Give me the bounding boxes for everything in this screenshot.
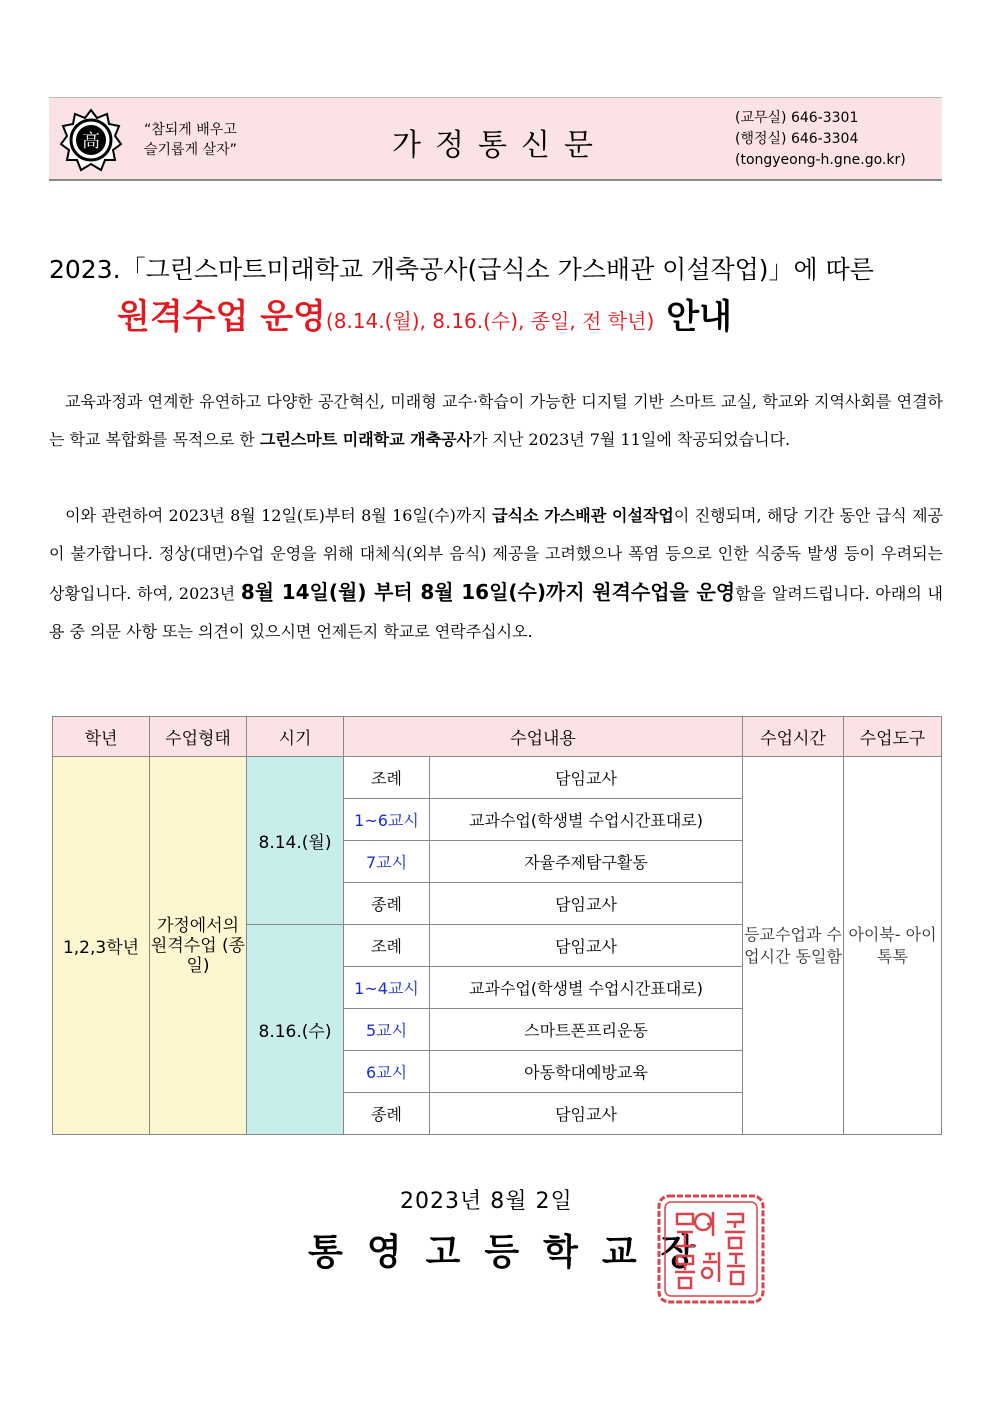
- contact-info: [735, 108, 906, 171]
- content-cell: 자율주제탐구활동: [430, 841, 743, 883]
- title-highlight: 원격수업 운영: [117, 297, 326, 337]
- period-cell: 1~4교시: [344, 967, 430, 1009]
- paragraph-emphasis: 8월 14일(월) 부터 8월 16일(수)까지 원격수업을 운영: [240, 580, 736, 604]
- paragraph-text: 교육과정과 연계한 유연하고 다양한 공간혁신, 미래형 교수·학습이 가능한 디지털 기반 스마트 교실, 학교와 지역사회를 연결하는 학교 복합화를 목적으로 한: [49, 392, 943, 449]
- period-cell: 조례: [344, 925, 430, 967]
- period-cell: 6교시: [344, 1051, 430, 1093]
- document-title-line2: [117, 289, 732, 338]
- title-end: 안내: [666, 297, 732, 337]
- column-header: 학년: [53, 717, 150, 757]
- period-cell: 조례: [344, 757, 430, 799]
- grade-cell: 1,2,3학년: [53, 757, 150, 1135]
- content-cell: 교과수업(학생별 수업시간표대로): [430, 967, 743, 1009]
- class-time-cell: 등교수업과 수업시간 동일함: [743, 757, 844, 1135]
- content-cell: 담임교사: [430, 883, 743, 925]
- content-cell: 담임교사: [430, 1093, 743, 1135]
- table-header-row: [53, 717, 942, 757]
- paragraph-intro: [49, 383, 943, 459]
- column-header: 수업형태: [150, 717, 247, 757]
- period-cell: 종례: [344, 1093, 430, 1135]
- content-cell: 교과수업(학생별 수업시간표대로): [430, 799, 743, 841]
- period-cell: 7교시: [344, 841, 430, 883]
- paragraph-text: 이와 관련하여 2023년 8월 12일(토)부터 8월 16일(수)까지: [65, 506, 493, 525]
- paragraph-text: 가 지난 2023년 7월 11일에 착공되었습니다.: [471, 430, 791, 449]
- paragraph-bold: 급식소 가스배관 이설작업: [492, 506, 674, 525]
- official-seal-icon: [655, 1192, 767, 1306]
- class-tool-cell: 아이북- 아이톡톡: [844, 757, 942, 1135]
- paragraph-text: 함을 알려드립니다. 아래의 내용 중 의문 사항 또는 의견이 있으시면 언제든지 학교로 연락주십시오.: [49, 584, 943, 641]
- paragraph-bold: 그린스마트 미래학교 개축공사: [259, 430, 472, 449]
- schedule-table: [52, 716, 942, 1135]
- paragraph-text: 이 진행되며, 해당 기간 동안 급식 제공이 불가합니다. 정상(대면)수업 운영을 위해 대체식(외부 음식) 제공을 고려했으나 폭염 등으로 인한 식중독 발생 등이 우려되는 상황입니다. 하여, 2023년: [49, 506, 943, 603]
- class-type-cell: 가정에서의 원격수업 (종일): [150, 757, 247, 1135]
- date-cell: 8.16.(수): [247, 925, 344, 1135]
- column-header: 수업도구: [844, 717, 942, 757]
- document-title-line1: 2023.「그린스마트미래학교 개축공사(급식소 가스배관 이설작업)」에 따른: [49, 255, 874, 284]
- date-cell: 8.14.(월): [247, 757, 344, 925]
- school-emblem-icon: [59, 108, 123, 172]
- content-cell: 담임교사: [430, 925, 743, 967]
- principal-signature: 통영고등학교장: [308, 1232, 720, 1273]
- content-cell: 담임교사: [430, 757, 743, 799]
- motto-line: 슬기롭게 살자”: [144, 142, 237, 158]
- period-cell: 1~6교시: [344, 799, 430, 841]
- content-cell: 아동학대예방교육: [430, 1051, 743, 1093]
- issue-date: 2023년 8월 2일: [400, 1189, 573, 1214]
- period-cell: 5교시: [344, 1009, 430, 1051]
- period-cell: 종례: [344, 883, 430, 925]
- motto-line: “참되게 배우고: [144, 122, 237, 138]
- newsletter-title: 가정통신문: [392, 128, 607, 163]
- paragraph-notice: [49, 497, 943, 651]
- column-header: 수업시간: [743, 717, 844, 757]
- title-dates: (8.14.(월), 8.16.(수), 종일, 전 학년): [325, 309, 655, 333]
- contact-line: (교무실) 646-3301: [735, 110, 859, 126]
- website-link[interactable]: (tongyeong-h.gne.go.kr): [735, 152, 906, 168]
- contact-line: (행정실) 646-3304: [735, 131, 859, 147]
- table-row: [53, 757, 942, 799]
- letter-header: [49, 97, 942, 181]
- school-motto: [144, 120, 237, 160]
- content-cell: 스마트폰프리운동: [430, 1009, 743, 1051]
- svg-text:高: 高: [82, 131, 100, 152]
- column-header: 수업내용: [344, 717, 743, 757]
- column-header: 시기: [247, 717, 344, 757]
